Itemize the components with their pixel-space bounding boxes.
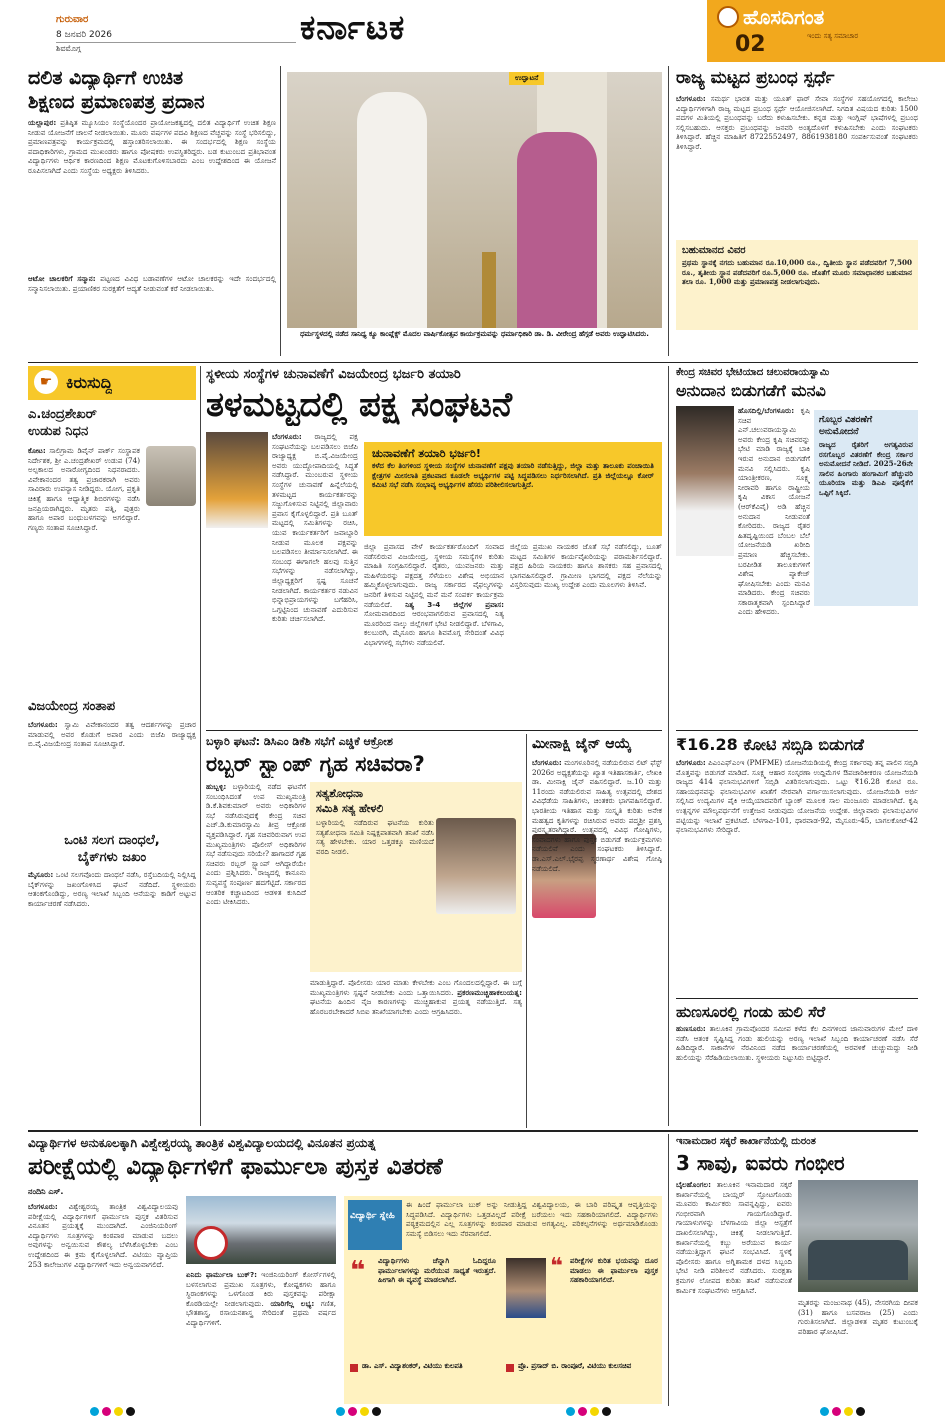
story3-kicker: ಕೇಂದ್ರ ಸಚಿವರ ಭೇಟಿಯಾದ ಚಲುವರಾಯಸ್ವಾಮಿ	[676, 367, 830, 378]
vijayendra-condolence-dateline: ಬೆಂಗಳೂರು:	[28, 720, 58, 729]
registration-mark-black	[372, 1407, 381, 1416]
student-friendly-body	[406, 1200, 658, 1250]
story3-headline: ಅನುದಾನ ಬಿಡುಗಡೆಗೆ ಮನವಿ	[676, 381, 826, 400]
registration-mark-magenta	[348, 1407, 357, 1416]
kirusuddi-column	[28, 366, 196, 826]
story3-body	[738, 406, 810, 722]
ballari-sub-label: ಪ್ರಕರಣಮುಚ್ಚಿಹಾಕಲುಯತ್ನ:	[457, 987, 522, 997]
story2-dateline: ಬೆಂಗಳೂರು:	[676, 94, 706, 103]
story3-body-text: ಕೃಷಿ ಸಚಿವ ಎನ್.ಚಲುವರಾಯಸ್ವಾಮಿ ಅವರು ಕೇಂದ್ರ ಕೃಷಿ ಸಚಿವರನ್ನು ಭೇಟಿ ಮಾಡಿ ರಾಜ್ಯಕ್ಕೆ ಬಾಕಿ ಇರುವ ಅನುದಾನ ಬಿಡುಗಡೆಗೆ ಮನವಿ ಸಲ್ಲಿಸಿದರು. ಕೃಷಿ ಯಾಂತ್ರೀಕರಣ, ಸೂಕ್ಷ್ಮ ನೀರಾವರಿ ಹಾಗೂ ರಾಷ್ಟ್ರೀಯ ಕೃಷಿ ವಿಕಾಸ ಯೋಜನೆ (ಆರ್‌ಕೆವಿವೈ) ಅಡಿ ಹೆಚ್ಚಿನ ಅನುದಾನ ನೀಡುವಂತೆ ಕೋರಿದರು. ರಾಜ್ಯದ ರೈತರ ಹಿತದೃಷ್ಟಿಯಿಂದ ಬೆಂಬಲ ಬೆಲೆ ಯೋಜನೆಯಡಿ ಖರೀದಿ ಪ್ರಮಾಣ ಹೆಚ್ಚಿಸಬೇಕು. ಬರಪೀಡಿತ ತಾಲೂಕುಗಳಿಗೆ ವಿಶೇಷ ಪ್ಯಾಕೇಜ್ ಘೋಷಿಸಬೇಕು ಎಂದು ಮನವಿ ಮಾಡಿದರು. ಕೇಂದ್ರ ಸಚಿವರು ಸಕಾರಾತ್ಮಕವಾಗಿ ಸ್ಪಂದಿಸಿದ್ದಾರೆ ಎಂದು ಹೇಳಿದರು.	[738, 406, 810, 617]
fertilizer-box-title: ಗೊಬ್ಬರ ವಿತರಣೆಗೆ ಅನುಮೋದನೆ	[819, 415, 873, 437]
photo-lamp	[482, 252, 496, 328]
column-rule	[280, 66, 281, 356]
photo-person-elder	[357, 92, 427, 328]
header-day: ಗುರುವಾರ	[56, 14, 89, 25]
registration-mark-black	[126, 1407, 135, 1416]
column-rule	[526, 734, 527, 1128]
lead-body-col3: ಜಿಲ್ಲೆಯ ಪ್ರಮುಖ ನಾಯಕರ ಜೊತೆ ಸಭೆ ನಡೆಸಲಿದ್ದು, ಬೂತ್ ಮಟ್ಟದ ಸಮಿತಿಗಳ ಕಾರ್ಯವೈಖರಿಯನ್ನು ಪರಾಮರ್ಶಿಸಲಿದ್ದಾರೆ. ಪಕ್ಷದ ಹಿರಿಯ ನಾಯಕರು ಹಾಗೂ ಶಾಸಕರು ಸಹ ಪ್ರವಾಸದಲ್ಲಿ ಭಾಗವಹಿಸಲಿದ್ದಾರೆ. ಗ್ರಾಮೀಣ ಭಾಗದಲ್ಲಿ ಪಕ್ಷದ ನೆಲೆಯನ್ನು ವಿಸ್ತರಿಸುವುದು ಮುಖ್ಯ ಉದ್ದೇಶ ಎಂದು ಮೂಲಗಳು ತಿಳಿಸಿವೆ.	[510, 542, 662, 590]
story-factory-accident	[676, 1134, 918, 1406]
vtu-emblem-icon	[194, 1226, 228, 1260]
story1-subsection	[28, 274, 276, 354]
kirusuddi-dateline: ಕೋಟ:	[28, 446, 46, 455]
vtu-dateline: ಬೆಂಗಳೂರು:	[28, 1202, 58, 1211]
header-date: 8 ಜನವರಿ 2026	[56, 30, 112, 40]
vijayendra-condolence-headline: ವಿಜಯೇಂದ್ರ ಸಂತಾಪ	[28, 699, 116, 714]
column-rule	[668, 66, 669, 356]
subsidy-body	[676, 758, 918, 984]
brand-emblem-icon	[717, 6, 739, 28]
kirusuddi-logo-text: ಕಿರುಸುದ್ದಿ	[66, 373, 113, 392]
story1-dateline: ಯಲ್ಲಾಪುರ:	[28, 118, 57, 127]
vtu-quote2-author: ಪ್ರೊ. ಪ್ರಸಾದ್ ಬಿ. ರಾಂಪೂರೆ, ವಿಟಿಯು ಕುಲಸಚಿವ	[518, 1362, 632, 1370]
story1-sub-label: ಆಟೋ ಚಾಲಕರಿಗೆ ಸನ್ಮಾನ:	[28, 274, 96, 283]
tiger-body-text: ತಾಲೂಕಿನ ಗ್ರಾಮವೊಂದರ ಸಮೀಪ ಕಳೆದ ಕೆಲ ದಿನಗಳಿಂದ ಜಾನುವಾರುಗಳ ಮೇಲೆ ದಾಳಿ ನಡೆಸಿ ಆತಂಕ ಸೃಷ್ಟಿಸಿದ್ದ ಗಂಡು ಹುಲಿಯನ್ನು ಅರಣ್ಯ ಇಲಾಖೆ ಸಿಬ್ಬಂದಿ ಕಾರ್ಯಾಚರಣೆ ನಡೆಸಿ ಸೆರೆ ಹಿಡಿದಿದ್ದಾರೆ. ಸಾಕಾನೆಗಳ ನೆರವಿನಿಂದ ನಡೆದ ಕಾರ್ಯಾಚರಣೆಯಲ್ಲಿ ಅರವಳಿಕೆ ಚುಚ್ಚುಮದ್ದು ನೀಡಿ ಹುಲಿಯನ್ನು ಸೆರೆಹಿಡಿಯಲಾಯಿತು. ಸ್ಥಳೀಯರು ನಿಟ್ಟುಸಿರು ಬಿಟ್ಟಿದ್ದಾರೆ.	[676, 1024, 918, 1062]
fertilizer-box	[814, 410, 918, 606]
ballari-headline: ರಬ್ಬರ್ ಸ್ಟ್ಯಾಂಪ್ ಗೃಹ ಸಚಿವರಾ?	[206, 752, 425, 776]
registration-mark-cyan	[566, 1407, 575, 1416]
fact-finding-body: ಬಳ್ಳಾರಿಯಲ್ಲಿ ನಡೆದಿರುವ ಘಟನೆಯ ಕುರಿತು ಸತ್ಯಶೋಧನಾ ಸಮಿತಿ ನಿಷ್ಪಕ್ಷಪಾತವಾಗಿ ತನಿಖೆ ನಡೆಸಿ ಸತ್ಯ ಹೇಳಬೇಕು. ಯಾರ ಒತ್ತಡಕ್ಕೂ ಮಣಿಯದೆ ವರದಿ ನೀಡಲಿ.	[316, 818, 434, 856]
story-grant-release	[676, 366, 918, 726]
subsidy-dateline: ಬೆಂಗಳೂರು:	[676, 758, 706, 767]
photo-person-woman	[517, 132, 597, 328]
election-prep-title: ಚುನಾವಣೆಗೆ ತಯಾರಿ ಭರ್ಜರಿ!	[372, 447, 481, 460]
brand-logo: ಹೊಸದಿಗಂತ	[743, 5, 825, 29]
hand-point-icon: ☛	[34, 370, 58, 394]
fact-finding-box	[310, 782, 522, 972]
quote-author-marker	[350, 1364, 358, 1372]
registration-mark-magenta	[102, 1407, 111, 1416]
column-rule	[668, 366, 669, 1126]
story1-sub-body: ಪಟ್ಟಣದ ವಿವಿಧ ಬಡಾವಣೆಗಳ ಆಟೋ ಚಾಲಕರನ್ನು ಇದೇ ಸಂದರ್ಭದಲ್ಲಿ ಸನ್ಮಾನಿಸಲಾಯಿತು. ಪ್ರಯಾಣಿಕರ ಸುರಕ್ಷತೆಗೆ ಆದ್ಯತೆ ನೀಡುವಂತೆ ಕರೆ ನೀಡಲಾಯಿತು.	[28, 274, 276, 293]
story-tiger	[676, 1002, 918, 1126]
story-subsidy	[676, 734, 918, 994]
ballari-dateline: ಹುಬ್ಬಳ್ಳಿ:	[206, 782, 227, 791]
ballari-kicker: ಬಳ್ಳಾರಿ ಘಟನೆ: ಡಿಸಿಎಂ ಡಿಕೆಶಿ ಸಭೆಗೆ ಎಚ್ಡಿಕೆ ಆಕ್ರೋಶ	[206, 735, 393, 748]
vtu-col3-body: ಈ ಹಿಂದೆ ಫಾರ್ಮುಲಾ ಬುಕ್ ಅನ್ನು ನೀಡುತ್ತಿದ್ದ ವಿಶ್ವವಿದ್ಯಾಲಯ, ಈ ಬಾರಿ ಪರಿಷ್ಕೃತ ಆವೃತ್ತಿಯನ್ನು ಸಿದ್ಧಪಡಿಸಿದೆ. ವಿದ್ಯಾರ್ಥಿಗಳು ಒತ್ತಡವಿಲ್ಲದೆ ಪರೀಕ್ಷೆ ಬರೆಯಲು ಇದು ಸಹಕಾರಿಯಾಗಲಿದೆ.	[406, 1200, 658, 1219]
kirusuddi-headline-line1: ಎ.ಚಂದ್ರಶೇಖರ್	[28, 407, 97, 422]
vtu-body	[28, 1202, 178, 1402]
registration-mark-yellow	[114, 1407, 123, 1416]
vtu-campus-photo	[186, 1196, 336, 1264]
lead-sub-body: ಸೋಮವಾರದಿಂದ ಆರಂಭವಾಗಲಿರುವ ಪ್ರವಾಸದಲ್ಲಿ ನಿತ್ಯ ಮೂರರಿಂದ ನಾಲ್ಕು ಜಿಲ್ಲೆಗಳಿಗೆ ಭೇಟಿ ನೀಡಲಿದ್ದಾರೆ. ಬೆಳಗಾವಿ, ಕಲಬುರಗಿ, ಮೈಸೂರು ಹಾಗೂ ಶಿವಮೊಗ್ಗ ಸೇರಿದಂತೆ ವಿವಿಧ ವಿಭಾಗಗಳಲ್ಲಿ ಸಭೆಗಳು ನಡೆಯಲಿವೆ.	[364, 609, 504, 647]
registration-mark-cyan	[336, 1407, 345, 1416]
vtu-col2	[186, 1270, 336, 1402]
vtu-col2-label2: ಯಾರಿಗೆಲ್ಲ ಲಭ್ಯ:	[270, 1298, 315, 1308]
lead-body-col2	[364, 542, 504, 722]
brand-tagline: ಇಂದು ಸತ್ಯ ಸಮಾಚಾರ	[807, 32, 859, 40]
lead-kicker: ಸ್ಥಳೀಯ ಸಂಸ್ಥೆಗಳ ಚುನಾವಣೆಗೆ ವಿಜಯೇಂದ್ರ ಭರ್ಜರಿ ತಯಾರಿ	[206, 367, 461, 382]
story3-dateline: ಹೊಸದಿಲ್ಲಿ/ಬೆಂಗಳೂರು:	[738, 406, 795, 415]
section-title: ಕರ್ನಾಟಕ	[300, 8, 406, 48]
elephant-body	[28, 870, 196, 966]
ballari-body-text: ಬಳ್ಳಾರಿಯಲ್ಲಿ ನಡೆದ ಘಟನೆಗೆ ಸಂಬಂಧಿಸಿದಂತೆ ಉಪ ಮುಖ್ಯಮಂತ್ರಿ ಡಿ.ಕೆ.ಶಿವಕುಮಾರ್ ಅವರು ಅಧಿಕಾರಿಗಳ ಸಭೆ ನಡೆಸಿರುವುದಕ್ಕೆ ಕೇಂದ್ರ ಸಚಿವ ಎಚ್.ಡಿ.ಕುಮಾರಸ್ವಾಮಿ ತೀವ್ರ ಆಕ್ರೋಶ ವ್ಯಕ್ತಪಡಿಸಿದ್ದಾರೆ. ಗೃಹ ಸಚಿವರಿರುವಾಗ ಉಪ ಮುಖ್ಯಮಂತ್ರಿಗಳು ಪೊಲೀಸ್ ಅಧಿಕಾರಿಗಳ ಸಭೆ ನಡೆಸುವುದು ಸರಿಯೇ? ಹಾಗಾದರೆ ಗೃಹ ಸಚಿವರು ರಬ್ಬರ್ ಸ್ಟ್ಯಾಂಪ್ ಆಗಿದ್ದಾರೆಯೇ ಎಂದು ಪ್ರಶ್ನಿಸಿದರು. ರಾಜ್ಯದಲ್ಲಿ ಕಾನೂನು ಸುವ್ಯವಸ್ಥೆ ಸಂಪೂರ್ಣ ಹದಗೆಟ್ಟಿದೆ. ಸರ್ಕಾರದ ಆಂತರಿಕ ಕಚ್ಚಾಟದಿಂದ ಆಡಳಿತ ಕುಸಿದಿದೆ ಎಂದು ಟೀಕಿಸಿದರು.	[206, 782, 306, 907]
meenakshi-dateline: ಬೆಂಗಳೂರು:	[532, 758, 562, 767]
section-divider	[28, 1130, 918, 1132]
lead-body-col1-text: ರಾಜ್ಯದಲ್ಲಿ ಪಕ್ಷ ಸಂಘಟನೆಯನ್ನು ಬಲಪಡಿಸಲು ಬಿಜೆಪಿ ರಾಜ್ಯಾಧ್ಯಕ್ಷ ಬಿ.ವೈ.ವಿಜಯೇಂದ್ರ ಅವರು ಯುದ್ಧೋಪಾದಿಯಲ್ಲಿ ಸಿದ್ಧತೆ ನಡೆಸಿದ್ದಾರೆ. ಮುಂಬರುವ ಸ್ಥಳೀಯ ಸಂಸ್ಥೆಗಳ ಚುನಾವಣೆ ಹಿನ್ನೆಲೆಯಲ್ಲಿ ತಳಮಟ್ಟದ ಕಾರ್ಯಕರ್ತರನ್ನು ಸಜ್ಜುಗೊಳಿಸುವ ನಿಟ್ಟಿನಲ್ಲಿ ಜಿಲ್ಲಾವಾರು ಪ್ರವಾಸ ಕೈಗೊಳ್ಳಲಿದ್ದಾರೆ. ಪ್ರತಿ ಬೂತ್ ಮಟ್ಟದಲ್ಲಿ ಸಮಿತಿಗಳನ್ನು ರಚಿಸಿ, ಯುವ ಕಾರ್ಯಕರ್ತರಿಗೆ ಜವಾಬ್ದಾರಿ ನೀಡುವ ಮೂಲಕ ಪಕ್ಷವನ್ನು ಬಲಪಡಿಸಲು ತೀರ್ಮಾನಿಸಲಾಗಿದೆ. ಈ ಸಂಬಂಧ ಈಗಾಗಲೇ ಹಲವು ಸುತ್ತಿನ ಸಭೆಗಳನ್ನು ನಡೆಸಲಾಗಿದ್ದು, ಜಿಲ್ಲಾಧ್ಯಕ್ಷರಿಗೆ ಸ್ಪಷ್ಟ ಸೂಚನೆ ನೀಡಲಾಗಿದೆ. ಕಾರ್ಯಕರ್ತರ ನಡುವಿನ ಭಿನ್ನಾಭಿಪ್ರಾಯಗಳನ್ನು ಬಗೆಹರಿಸಿ, ಒಗ್ಗಟ್ಟಿನಿಂದ ಚುನಾವಣೆ ಎದುರಿಸುವ ಕುರಿತು ಚರ್ಚಿಸಲಾಗಿದೆ.	[272, 432, 358, 624]
story2-body	[676, 94, 918, 234]
story2-headline: ರಾಜ್ಯ ಮಟ್ಟದ ಪ್ರಬಂಧ ಸ್ಪರ್ಧೆ	[676, 68, 835, 88]
student-friendly-text: ವಿದ್ಯಾರ್ಥಿಗಳು ಪಠ್ಯಕ್ರಮದಲ್ಲಿನ ಎಲ್ಲ ಸೂತ್ರಗಳನ್ನು ಕಂಠಪಾಠ ಮಾಡುವ ಅಗತ್ಯವಿಲ್ಲ. ಪರಿಕಲ್ಪನೆಗಳನ್ನು ಅರ್ಥಮಾಡಿಕೊಂಡು ಸಮಸ್ಯೆ ಬಿಡಿಸಲು ಇದು ನೆರವಾಗಲಿದೆ.	[406, 1209, 658, 1238]
ballari-body	[206, 782, 306, 1122]
photo-tag-udghatane: ಉದ್ಘಾಟನೆ	[509, 72, 544, 85]
section-divider	[28, 362, 918, 363]
fertilizer-box-body: ರಾಜ್ಯದ ರೈತರಿಗೆ ಅಗತ್ಯವಿರುವ ರಸಗೊಬ್ಬರ ವಿತರಣೆಗೆ ಕೇಂದ್ರ ಸರ್ಕಾರ ಅನುಮೋದನೆ ನೀಡಿದೆ. 2025-26ನೇ ಸಾಲಿನ ಹಿಂಗಾರು ಹಂಗಾಮಿಗೆ ಹೆಚ್ಚುವರಿ ಯೂರಿಯಾ ಮತ್ತು ಡಿಎಪಿ ಪೂರೈಕೆಗೆ ಒಪ್ಪಿಗೆ ಸಿಕ್ಕಿದೆ.	[819, 440, 913, 497]
factory-body2: ಮೃತರನ್ನು ಮಂಜುನಾಥ (45), ನೇಸರಗಿಯ ದೀಪಕ (31) ಹಾಗೂ ಬಸವರಾಜ (25) ಎಂದು ಗುರುತಿಸಲಾಗಿದೆ. ಜಿಲ್ಲಾಡಳಿತ ಮೃತರ ಕುಟುಂಬಕ್ಕೆ ಪರಿಹಾರ ಘೋಷಿಸಿದೆ.	[798, 1298, 918, 1336]
column-rule	[668, 1134, 669, 1406]
subsidy-headline: ₹16.28 ಕೋಟಿ ಸಬ್ಸಿಡಿ ಬಿಡುಗಡೆ	[676, 735, 864, 754]
tiger-body	[676, 1024, 918, 1120]
vijayendra-condolence-text: ಸ್ವಾಮಿ ವಿವೇಕಾನಂದರ ತತ್ವ ಆದರ್ಶಗಳನ್ನು ಪ್ರಚಾರ ಮಾಡುವಲ್ಲಿ ಅವರ ಕೊಡುಗೆ ಅಪಾರ ಎಂದು ಬಿಜೆಪಿ ರಾಜ್ಯಾಧ್ಯಕ್ಷ ಬಿ.ವೈ.ವಿಜಯೇಂದ್ರ ಸಂತಾಪ ಸೂಚಿಸಿದ್ದಾರೆ.	[28, 720, 196, 749]
vtu-col2-body2: ಗಣಿತ, ಭೌತಶಾಸ್ತ್ರ, ರಸಾಯನಶಾಸ್ತ್ರ ಸೇರಿದಂತೆ ಪ್ರಥಮ ವರ್ಷದ ವಿದ್ಯಾರ್ಥಿಗಳಿಗೆ.	[186, 1298, 336, 1327]
meenakshi-body-text: ಮಂಗಳೂರಿನಲ್ಲಿ ನಡೆಯಲಿರುವ ಲಿಟ್ ಫೆಸ್ಟ್ 2026ರ ಅಧ್ಯಕ್ಷತೆಯನ್ನು ಖ್ಯಾತ ಇತಿಹಾಸಕಾರ್ತಿ, ಲೇಖಕಿ ಡಾ. ಮೀನಾಕ್ಷಿ ಜೈನ್ ವಹಿಸಲಿದ್ದಾರೆ. ಜ.10 ಮತ್ತು 11ರಂದು ನಡೆಯಲಿರುವ ಸಾಹಿತ್ಯ ಉತ್ಸವದಲ್ಲಿ ದೇಶದ ವಿವಿಧೆಡೆಯ ಸಾಹಿತಿಗಳು, ಚಿಂತಕರು ಭಾಗವಹಿಸಲಿದ್ದಾರೆ. ಭಾರತೀಯ ಇತಿಹಾಸ ಮತ್ತು ಸಂಸ್ಕೃತಿ ಕುರಿತು ಅನೇಕ ಮಹತ್ವದ ಕೃತಿಗಳನ್ನು ರಚಿಸಿರುವ ಅವರು ಪದ್ಮಶ್ರೀ ಪ್ರಶಸ್ತಿ ಪುರಸ್ಕೃತರಾಗಿದ್ದಾರೆ. ಉತ್ಸವದಲ್ಲಿ ವಿವಿಧ ಗೋಷ್ಠಿಗಳು, ಸಂವಾದಗಳು ಹಾಗೂ ಪುಸ್ತಕ ಬಿಡುಗಡೆ ಕಾರ್ಯಕ್ರಮಗಳು ನಡೆಯಲಿವೆ ಎಂದು ಸಂಘಟಕರು ತಿಳಿಸಿದ್ದಾರೆ. ಡಾ.ಎಸ್.ಎಲ್.ಭೈರಪ್ಪ ಸ್ಮರಣಾರ್ಥ ವಿಶೇಷ ಗೋಷ್ಠಿ ನಡೆಯಲಿದೆ.	[532, 758, 662, 873]
lead-story	[206, 366, 662, 726]
meenakshi-body	[532, 758, 662, 1124]
vijayendra-condolence-body	[28, 720, 196, 820]
brand-box	[707, 0, 945, 62]
kumaraswamy-photo	[436, 818, 516, 914]
lead-headline: ತಳಮಟ್ಟದಲ್ಲಿ ಪಕ್ಷ ಸಂಘಟನೆ	[206, 385, 513, 425]
story1-body	[28, 118, 276, 268]
registration-mark-yellow	[360, 1407, 369, 1416]
factory-photo	[798, 1180, 918, 1292]
section-divider	[676, 730, 918, 731]
header-city: ಶಿವಮೊಗ್ಗ	[56, 44, 81, 53]
kirusuddi-headline-line2: ಉಡುಪ ನಿಧನ	[28, 424, 89, 439]
vtu-quote2: ಪರೀಕ್ಷೆಗಳ ಕುರಿತ ಭಯವನ್ನು ದೂರ ಮಾಡಲು ಈ ಫಾರ್ಮುಲಾ ಪುಸ್ತಕ ಸಹಕಾರಿಯಾಗಲಿದೆ.	[570, 1256, 658, 1285]
vijayendra-photo	[206, 432, 268, 528]
vtu-byline: ನಂದಿನಿ ಎಸ್.	[28, 1187, 64, 1196]
quote-icon: ❝	[350, 1256, 366, 1286]
prize-details-box	[676, 240, 918, 330]
subsidy-body-text: ಪಿಎಂಎಫ್‌ಎಂಇ (PMFME) ಯೋಜನೆಯಡಿಯಲ್ಲಿ ಕೇಂದ್ರ ಸರ್ಕಾರವು ತನ್ನ ಪಾಲಿನ ಸಬ್ಸಿಡಿ ಮೊತ್ತವನ್ನು ಬಿಡುಗಡೆ ಮಾಡಿದೆ. ಸೂಕ್ಷ್ಮ ಆಹಾರ ಸಂಸ್ಕರಣಾ ಉದ್ದಿಮೆಗಳ ಔಪಚಾರಿಕೀಕರಣ ಯೋಜನೆಯಡಿ ರಾಜ್ಯದ 414 ಫಲಾನುಭವಿಗಳಿಗೆ ಸಬ್ಸಿಡಿ ವಿತರಿಸಲಾಗುವುದು. ಒಟ್ಟು ₹16.28 ಕೋಟಿ ರೂ. ಸಹಾಯಧನವನ್ನು ಫಲಾನುಭವಿಗಳ ಖಾತೆಗೆ ನೇರವಾಗಿ ವರ್ಗಾಯಿಸಲಾಗುವುದು. ಯೋಜನೆಯಡಿ ಅರ್ಜಿ ಸಲ್ಲಿಸಿದ ಉದ್ಯಮಿಗಳ ಪೈಕಿ ಆಯ್ಕೆಯಾದವರಿಗೆ ಬ್ಯಾಂಕ್ ಮೂಲಕ ಸಾಲ ಮಂಜೂರು ಮಾಡಲಾಗಿದೆ. ಕೃಷಿ ಉತ್ಪನ್ನಗಳ ಮೌಲ್ಯವರ್ಧನೆಗೆ ಉತ್ತೇಜನ ನೀಡುವುದು ಯೋಜನೆಯ ಉದ್ದೇಶ. ಜಿಲ್ಲಾವಾರು ಫಲಾನುಭವಿಗಳ ಪಟ್ಟಿಯನ್ನು ಇಲಾಖೆ ಪ್ರಕಟಿಸಿದೆ. ಬೆಳಗಾವಿ-101, ಧಾರವಾಡ-92, ಮೈಸೂರು-45, ಬಾಗಲಕೋಟೆ-42 ಫಲಾನುಭವಿಗಳು ಸೇರಿದ್ದಾರೆ.	[676, 758, 918, 835]
photo-caption: ಧರ್ಮಸ್ಥಳದಲ್ಲಿ ನಡೆದ ಸಾನಿಧ್ಯ ಕ್ಯೂ ಕಾಂಪ್ಲೆಕ್ಸ್ ಮೊದಲ ವಾರ್ಷಿಕೋತ್ಸವ ಕಾರ್ಯಕ್ರಮವನ್ನು ಧರ್ಮಾಧಿಕಾರಿ ಡಾ. ಡಿ. ವೀರೇಂದ್ರ ಹೆಗ್ಗಡೆ ಅವರು ಉದ್ಘಾಟಿಸಿದರು.	[300, 330, 649, 338]
fact-finding-title-line2: ಸಮಿತಿ ಸತ್ಯ ಹೇಳಲಿ	[316, 802, 384, 815]
election-prep-box	[364, 442, 662, 536]
obituary-photo	[146, 446, 196, 506]
factory-kicker: ಇನಾಮದಾರ ಸಕ್ಕರೆ ಕಾರ್ಖಾನೆಯಲ್ಲಿ ದುರಂತ	[676, 1136, 816, 1147]
vtu-col2-label: ಏನಿದು ಫಾರ್ಮುಲಾ ಬುಕ್?:	[186, 1270, 258, 1279]
photo-crowd	[808, 1240, 908, 1280]
elephant-headline-line1: ಒಂಟಿ ಸಲಗ ದಾಂಧಲೆ,	[64, 833, 160, 848]
student-friendly-label: ವಿದ್ಯಾರ್ಥಿ ಸ್ನೇಹಿ	[350, 1211, 395, 1221]
story-elephant	[28, 832, 196, 972]
story-ballari	[206, 734, 522, 1128]
factory-dateline: ಬೈಲಹೊಂಗಲ:	[676, 1180, 712, 1189]
story1-body-text: ಪ್ರತಿಷ್ಠಿತ ಮ್ಯೂಸಿಯಂ ಸಂಸ್ಥೆಯೊಂದರ ಪ್ರಾಯೋಜಕತ್ವದಲ್ಲಿ ದಲಿತ ವಿದ್ಯಾರ್ಥಿಗೆ ಉಚಿತ ಶಿಕ್ಷಣ ನೀಡುವ ಯೋಜನೆಗೆ ಚಾಲನೆ ನೀಡಲಾಯಿತು. ಮೂರು ವರ್ಷಗಳ ಪದವಿ ಶಿಕ್ಷಣದ ವೆಚ್ಚವನ್ನು ಸಂಸ್ಥೆ ಭರಿಸಲಿದ್ದು, ಪ್ರಮಾಣಪತ್ರವನ್ನು ಕಾರ್ಯಕ್ರಮದಲ್ಲಿ ಹಸ್ತಾಂತರಿಸಲಾಯಿತು. ಈ ಸಂದರ್ಭದಲ್ಲಿ ಶಿಕ್ಷಣ ಸಂಸ್ಥೆಯ ಪದಾಧಿಕಾರಿಗಳು, ಗ್ರಾಮದ ಮುಖಂಡರು ಹಾಗೂ ಪೋಷಕರು ಉಪಸ್ಥಿತರಿದ್ದರು. ಬಡ ಕುಟುಂಬದ ಪ್ರತಿಭಾವಂತ ವಿದ್ಯಾರ್ಥಿಗಳು ಆರ್ಥಿಕ ಕಾರಣದಿಂದ ಶಿಕ್ಷಣ ಮೊಟಕುಗೊಳಿಸಬಾರದು ಎಂಬ ಉದ್ದೇಶದಿಂದ ಈ ಯೋಜನೆ ರೂಪಿಸಲಾಗಿದೆ ಎಂದು ಸಂಸ್ಥೆಯ ಅಧ್ಯಕ್ಷರು ತಿಳಿಸಿದರು.	[28, 118, 276, 175]
vtu-body-text: ವಿಶ್ವೇಶ್ವರಯ್ಯ ತಾಂತ್ರಿಕ ವಿಶ್ವವಿದ್ಯಾಲಯವು ಪರೀಕ್ಷೆಯಲ್ಲಿ ವಿದ್ಯಾರ್ಥಿಗಳಿಗೆ ಫಾರ್ಮುಲಾ ಪುಸ್ತಕ ವಿತರಿಸುವ ವಿನೂತನ ಪ್ರಯತ್ನಕ್ಕೆ ಮುಂದಾಗಿದೆ. ಎಂಜಿನಿಯರಿಂಗ್ ವಿದ್ಯಾರ್ಥಿಗಳು ಸೂತ್ರಗಳನ್ನು ಕಂಠಪಾಠ ಮಾಡುವ ಬದಲು ಅವುಗಳನ್ನು ಅನ್ವಯಿಸುವ ಕೌಶಲ್ಯ ಬೆಳೆಸಿಕೊಳ್ಳಬೇಕು ಎಂಬ ಉದ್ದೇಶದಿಂದ ಈ ಕ್ರಮ ಕೈಗೊಳ್ಳಲಾಗಿದೆ. ವಿಟಿಯು ವ್ಯಾಪ್ತಿಯ 253 ಕಾಲೇಜುಗಳ ವಿದ್ಯಾರ್ಥಿಗಳಿಗೆ ಇದು ಅನ್ವಯವಾಗಲಿದೆ.	[28, 1202, 178, 1269]
story2-body-text: ಸಮರ್ಥ ಭಾರತ ಮತ್ತು ಯೂತ್ ಫಾರ್ ಸೇವಾ ಸಂಸ್ಥೆಗಳ ಸಹಯೋಗದಲ್ಲಿ ಕಾಲೇಜು ವಿದ್ಯಾರ್ಥಿಗಳಿಗಾಗಿ ರಾಜ್ಯ ಮಟ್ಟದ ಪ್ರಬಂಧ ಸ್ಪರ್ಧೆ ಆಯೋಜಿಸಲಾಗಿದೆ. ನಿಗದಿತ ವಿಷಯದ ಕುರಿತು 1500 ಪದಗಳ ಮಿತಿಯಲ್ಲಿ ಪ್ರಬಂಧವನ್ನು ಬರೆದು ಕಳುಹಿಸಬೇಕು. ಕನ್ನಡ ಮತ್ತು ಇಂಗ್ಲಿಷ್ ಭಾಷೆಗಳಲ್ಲಿ ಪ್ರಬಂಧ ಸಲ್ಲಿಸಬಹುದು. ಆಸಕ್ತರು ಪ್ರಬಂಧವನ್ನು ಜನವರಿ ಅಂತ್ಯದೊಳಗೆ ಕಳುಹಿಸಬೇಕು ಎಂದು ಸಂಘಟಕರು ತಿಳಿಸಿದ್ದಾರೆ.	[676, 94, 918, 142]
quote-icon: ❝	[550, 1254, 563, 1279]
vtu-quote1-author: ಡಾ. ಎಸ್. ವಿದ್ಯಾಶಂಕರ್, ವಿಟಿಯು ಕುಲಪತಿ	[362, 1362, 463, 1370]
lead-dateline: ಬೆಂಗಳೂರು:	[272, 432, 302, 441]
prize-title: ಬಹುಮಾನದ ವಿವರ	[682, 245, 746, 256]
quote-author-marker	[506, 1364, 514, 1372]
registration-mark-black	[602, 1407, 611, 1416]
masthead	[0, 0, 945, 62]
header-divider	[56, 42, 296, 43]
vtu-kicker: ವಿದ್ಯಾರ್ಥಿಗಳ ಅನುಕೂಲಕ್ಕಾಗಿ ವಿಶ್ವೇಶ್ವರಯ್ಯ ತಾಂತ್ರಿಕ ವಿಶ್ವವಿದ್ಯಾಲಯದಲ್ಲಿ ವಿನೂತನ ಪ್ರಯತ್ನ	[28, 1136, 376, 1150]
meenakshi-headline: ಮೀನಾಕ್ಷಿ ಜೈನ್ ಆಯ್ಕೆ	[532, 736, 632, 752]
ballari-body2	[310, 978, 522, 1122]
election-prep-body: ಕಳೆದ ಕೆಲ ತಿಂಗಳಿಂದ ಸ್ಥಳೀಯ ಸಂಸ್ಥೆಗಳ ಚುನಾವಣೆಗೆ ಪಕ್ಷವು ತಯಾರಿ ನಡೆಸುತ್ತಿದ್ದು, ಜಿಲ್ಲಾ ಮತ್ತು ತಾಲೂಕು ಪಂಚಾಯಿತಿ ಕ್ಷೇತ್ರಗಳ ಮೀಸಲಾತಿ ಪ್ರಕಟವಾದ ಕೂಡಲೇ ಅಭ್ಯರ್ಥಿಗಳ ಪಟ್ಟಿ ಸಿದ್ಧಪಡಿಸಲು ನಿರ್ಧರಿಸಲಾಗಿದೆ. ಪ್ರತಿ ಜಿಲ್ಲೆಯಲ್ಲೂ ಕೋರ್ ಕಮಿಟಿ ಸಭೆ ನಡೆಸಿ ಸಂಭಾವ್ಯ ಅಭ್ಯರ್ಥಿಗಳ ಹೆಸರು ಪರಿಶೀಲಿಸಲಾಗುತ್ತಿದೆ.	[372, 461, 654, 490]
kirusuddi-body	[28, 446, 140, 686]
lead-sub-label: ನಿತ್ಯ 3-4 ಜಿಲ್ಲೆಗಳ ಪ್ರವಾಸ:	[405, 599, 504, 609]
column-rule	[200, 366, 201, 1126]
story1-headline-line1: ದಲಿತ ವಿದ್ಯಾರ್ಥಿಗೆ ಉಚಿತ	[28, 67, 184, 89]
vtu-col2-body: ಇಂಜಿನಿಯರಿಂಗ್ ಕೋರ್ಸ್‌ಗಳಲ್ಲಿ ಬಳಸಲಾಗುವ ಪ್ರಮುಖ ಸೂತ್ರಗಳು, ಕೋಷ್ಟಕಗಳು ಹಾಗೂ ಸ್ಥಿರಾಂಕಗಳನ್ನು ಒಳಗೊಂಡ ಕಿರು ಪುಸ್ತಕವನ್ನು ಪರೀಕ್ಷಾ ಕೊಠಡಿಯಲ್ಲೇ ನೀಡಲಾಗುವುದು.	[186, 1270, 336, 1308]
story-essay-competition	[676, 66, 918, 356]
registration-mark-cyan	[820, 1407, 829, 1416]
registration-mark-yellow	[590, 1407, 599, 1416]
ballari-body2-text: ಮಾಡುತ್ತಿದ್ದಾರೆ. ಪೊಲೀಸರು ಯಾರ ಮಾತು ಕೇಳಬೇಕು ಎಂಬ ಗೊಂದಲದಲ್ಲಿದ್ದಾರೆ. ಈ ಬಗ್ಗೆ ಮುಖ್ಯಮಂತ್ರಿಗಳು ಸ್ಪಷ್ಟನೆ ನೀಡಬೇಕು ಎಂದು ಒತ್ತಾಯಿಸಿದರು.	[310, 978, 522, 997]
tiger-dateline: ಹುಣಸೂರು:	[676, 1024, 706, 1033]
vtu-registrar-photo	[506, 1258, 546, 1318]
story-dalit-student	[28, 66, 276, 356]
chaluvarayaswamy-photo	[676, 406, 734, 556]
tiger-headline: ಹುಣಸೂರಲ್ಲಿ ಗಂಡು ಹುಲಿ ಸೆರೆ	[676, 1003, 826, 1021]
story-meenakshi	[532, 734, 662, 1128]
elephant-body-text: ಒಂಟಿ ಸಲಗವೊಂದು ದಾಂಧಲೆ ನಡೆಸಿ, ರಸ್ತೆಬದಿಯಲ್ಲಿ ನಿಲ್ಲಿಸಿದ್ದ ಬೈಕ್‌ಗಳನ್ನು ಜಖಂಗೊಳಿಸಿದ ಘಟನೆ ನಡೆದಿದೆ. ಸ್ಥಳೀಯರು ಆತಂಕಗೊಂಡಿದ್ದು, ಅರಣ್ಯ ಇಲಾಖೆ ಸಿಬ್ಬಂದಿ ಆನೆಯನ್ನು ಕಾಡಿಗೆ ಅಟ್ಟುವ ಕಾರ್ಯಾಚರಣೆ ನಡೆಸಿದರು.	[28, 870, 196, 908]
kirusuddi-headline	[28, 406, 196, 440]
elephant-dateline: ಮೈಸೂರು:	[28, 870, 54, 879]
fact-finding-title-line1: ಸತ್ಯಶೋಧನಾ	[316, 787, 363, 800]
student-friendly-panel	[344, 1196, 662, 1404]
section-divider	[676, 998, 918, 999]
vtu-quote1: ವಿದ್ಯಾರ್ಥಿಗಳು ಚೆನ್ನಾಗಿ ಓದಿದ್ದರೂ ಫಾರ್ಮುಲಾಗಳನ್ನು ಮರೆಯುವ ಸಾಧ್ಯತೆ ಇರುತ್ತದೆ. ಹೀಗಾಗಿ ಈ ವ್ಯವಸ್ಥೆ ಮಾಡಲಾಗಿದೆ.	[378, 1256, 496, 1285]
prize-body: ಪ್ರಥಮ ಸ್ಥಾನಕ್ಕೆ ನಗದು ಬಹುಮಾನ ರೂ.10,000 ರೂ., ದ್ವಿತೀಯ ಸ್ಥಾನ ಪಡೆದವರಿಗೆ 7,500 ರೂ., ತೃತೀಯ ಸ್ಥಾನ ಪಡೆದವರಿಗೆ ರೂ.5,000 ರೂ. ಜೊತೆಗೆ ಮೂರು ಸಮಾಧಾನಕರ ಬಹುಮಾನ ತಲಾ ರೂ. 1,000 ಮತ್ತು ಪ್ರಮಾಣಪತ್ರ ನೀಡಲಾಗುವುದು.	[682, 258, 912, 287]
kirusuddi-logo-box	[28, 366, 196, 400]
story2-phones: ಹೆಚ್ಚಿನ ಮಾಹಿತಿಗೆ 8722552497, 8861938180 ಸಂಪರ್ಕಿಸುವಂತೆ ಸಂಘಟಕರು ತಿಳಿಸಿದ್ದಾರೆ.	[676, 132, 918, 151]
lead-body-col1	[272, 432, 358, 722]
page-number: 02	[735, 32, 766, 57]
factory-body-text: ತಾಲೂಕಿನ ಇನಾಮದಾರ ಸಕ್ಕರೆ ಕಾರ್ಖಾನೆಯಲ್ಲಿ ಬಾಯ್ಲರ್ ಸ್ಫೋಟಗೊಂಡು ಮೂವರು ಕಾರ್ಮಿಕರು ಸಾವನ್ನಪ್ಪಿದ್ದು, ಐವರು ಗಂಭೀರವಾಗಿ ಗಾಯಗೊಂಡಿದ್ದಾರೆ. ಗಾಯಾಳುಗಳನ್ನು ಬೆಳಗಾವಿಯ ಜಿಲ್ಲಾ ಆಸ್ಪತ್ರೆಗೆ ದಾಖಲಿಸಲಾಗಿದ್ದು, ಚಿಕಿತ್ಸೆ ನೀಡಲಾಗುತ್ತಿದೆ. ಕಾರ್ಖಾನೆಯಲ್ಲಿ ಕಬ್ಬು ಅರೆಯುವ ಕಾರ್ಯ ನಡೆಯುತ್ತಿದ್ದಾಗ ಘಟನೆ ಸಂಭವಿಸಿದೆ. ಸ್ಥಳಕ್ಕೆ ಪೊಲೀಸರು ಹಾಗೂ ಅಗ್ನಿಶಾಮಕ ದಳದ ಸಿಬ್ಬಂದಿ ಭೇಟಿ ನೀಡಿ ಪರಿಶೀಲನೆ ನಡೆಸಿದರು. ಸುರಕ್ಷತಾ ಕ್ರಮಗಳ ಲೋಪದ ಕುರಿತು ತನಿಖೆ ನಡೆಸುವಂತೆ ಕಾರ್ಮಿಕ ಸಂಘಟನೆಗಳು ಆಗ್ರಹಿಸಿವೆ.	[676, 1180, 792, 1295]
story-vtu	[28, 1134, 662, 1406]
registration-mark-yellow	[844, 1407, 853, 1416]
elephant-headline-line2: ಬೈಕ್‌ಗಳು ಜಖಂ	[77, 850, 147, 865]
registration-mark-black	[856, 1407, 865, 1416]
main-photo	[287, 72, 662, 328]
registration-mark-magenta	[832, 1407, 841, 1416]
registration-mark-magenta	[578, 1407, 587, 1416]
kirusuddi-body-text: ಸಾಲಿಗ್ರಾಮ ಡಿವೈನ್ ಪಾರ್ಕ್ ಸಂಸ್ಥಾಪಕ ನಿರ್ದೇಶಕ, ಶ್ರೀ ಎ.ಚಂದ್ರಶೇಖರ್ ಉಡುಪ (74) ಅಲ್ಪಕಾಲದ ಅನಾರೋಗ್ಯದಿಂದ ನಿಧನರಾದರು. ವಿವೇಕಾನಂದರ ತತ್ವ ಪ್ರಚಾರಕರಾಗಿ ಅವರು ಸಾವಿರಾರು ಉಪನ್ಯಾಸ ನೀಡಿದ್ದರು. ಯೋಗ, ಪ್ರಕೃತಿ ಚಿಕಿತ್ಸೆ ಹಾಗೂ ಆಧ್ಯಾತ್ಮಿಕ ಶಿಬಿರಗಳನ್ನು ನಡೆಸಿ ಜನಪ್ರಿಯರಾಗಿದ್ದರು. ಮೃತರು ಪತ್ನಿ, ಪುತ್ರರು ಹಾಗೂ ಅಪಾರ ಬಂಧುಬಳಗವನ್ನು ಅಗಲಿದ್ದಾರೆ. ಗಣ್ಯರು ಸಂತಾಪ ಸೂಚಿಸಿದ್ದಾರೆ.	[28, 446, 140, 532]
ballari-sub-body: ಘಟನೆಯ ಹಿಂದಿನ ನೈಜ ಕಾರಣಗಳನ್ನು ಮುಚ್ಚಿಹಾಕುವ ಪ್ರಯತ್ನ ನಡೆಯುತ್ತಿದೆ. ಸತ್ಯ ಹೊರಬರಬೇಕಾದರೆ ಸಿಬಿಐ ತನಿಖೆಯಾಗಬೇಕು ಎಂದು ಆಗ್ರಹಿಸಿದರು.	[310, 997, 522, 1016]
factory-headline: 3 ಸಾವು, ಐವರು ಗಂಭೀರ	[676, 1151, 845, 1175]
registration-mark-cyan	[90, 1407, 99, 1416]
story1-headline-line2: ಶಿಕ್ಷಣದ ಪ್ರಮಾಣಪತ್ರ ಪ್ರದಾನ	[28, 91, 205, 113]
student-friendly-badge	[348, 1200, 402, 1250]
factory-body	[676, 1180, 792, 1402]
lead-body-col2-text: ಜಿಲ್ಲಾ ಪ್ರವಾಸದ ವೇಳೆ ಕಾರ್ಯಕರ್ತರೊಂದಿಗೆ ಸಂವಾದ ನಡೆಸಲಿರುವ ವಿಜಯೇಂದ್ರ, ಸ್ಥಳೀಯ ಸಮಸ್ಯೆಗಳ ಕುರಿತು ಮಾಹಿತಿ ಸಂಗ್ರಹಿಸಲಿದ್ದಾರೆ. ರೈತರು, ಯುವಜನರು ಮತ್ತು ಮಹಿಳೆಯರನ್ನು ಪಕ್ಷದತ್ತ ಸೆಳೆಯಲು ವಿಶೇಷ ಅಭಿಯಾನ ಹಮ್ಮಿಕೊಳ್ಳಲಾಗುವುದು. ರಾಜ್ಯ ಸರ್ಕಾರದ ವೈಫಲ್ಯಗಳನ್ನು ಜನರಿಗೆ ತಿಳಿಸುವ ನಿಟ್ಟಿನಲ್ಲಿ ಮನೆ ಮನೆ ಸಂಪರ್ಕ ಕಾರ್ಯಕ್ರಮ ನಡೆಯಲಿದೆ.	[364, 542, 504, 609]
vtu-headline: ಪರೀಕ್ಷೆಯಲ್ಲಿ ವಿದ್ಯಾರ್ಥಿಗಳಿಗೆ ಫಾರ್ಮುಲಾ ಪುಸ್ತಕ ವಿತರಣೆ	[28, 1154, 443, 1180]
section-divider	[206, 730, 662, 731]
